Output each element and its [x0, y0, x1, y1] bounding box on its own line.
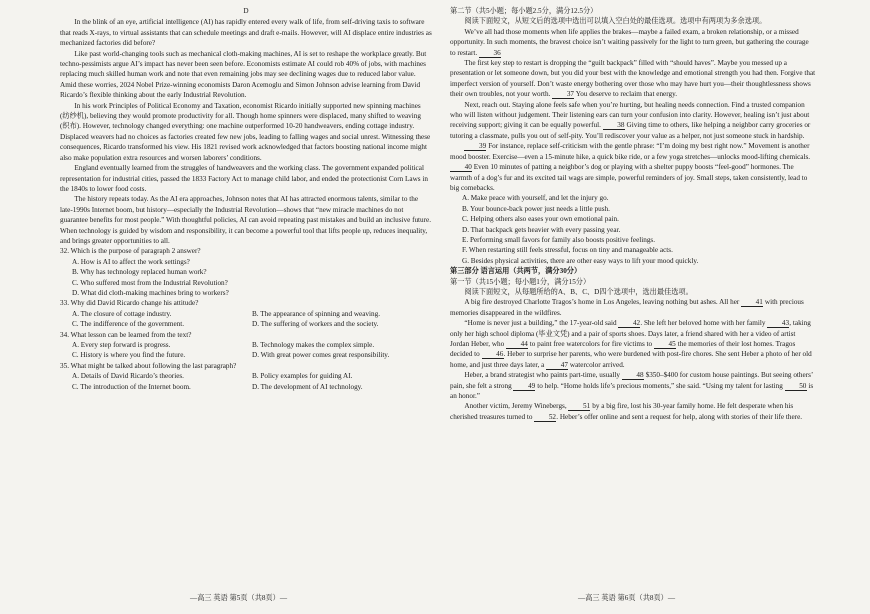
gap-option-a: A. Make peace with yourself, and let the injury go. [462, 194, 609, 203]
option-c: C. The introduction of the Internet boom. [72, 382, 191, 391]
cloze-text: with precious memories disappeared in the wildfires. [450, 298, 804, 317]
question-stem: 33. Why did David Ricardo change his attitude? [60, 299, 199, 308]
question-34 [60, 330, 432, 361]
option-b: B. Policy examples for guiding AI. [252, 372, 353, 381]
blank-37[interactable]: 37 [552, 90, 574, 99]
section-heading: 第二节（共5小题；每小题2.5分，满分12.5分） [450, 7, 598, 15]
passage-letter: D [243, 7, 249, 15]
passage-paragraph-3: In his work Principles of Political Economy and Taxation, economist Ricardo initially supported new spinning machines (纺纱机), believing they would promote productivity for all. Though home spinners were displaced, many shifted to weaving (织布). However, technology changed everything: one machine outperformed 10-20 handweavers, ending cottage industry. Displaced weavers had no choices as factories created few new jobs, leading to falling wages and social unrest. Witnessing these consequences, Ricardo transformed his view. His 1821 revised work acknowledged that factors boosting national income might also make population extra resources and worsen laborers’ conditions. [60, 101, 431, 162]
sec1-heading: 第一节（共15小题；每小题1分，满分15分） [450, 277, 591, 286]
cloze-paragraph-2 [450, 318, 816, 370]
cloze-text: . She left her beloved home with her family [640, 319, 768, 328]
option-c: C. The indifference of the government. [72, 320, 185, 329]
blank-50[interactable]: 50 [785, 382, 807, 391]
cloze-text: watercolor arrived. [568, 360, 625, 369]
option-d: D. With great power comes great responsibility. [252, 351, 390, 360]
cloze-paragraph-3 [450, 370, 816, 401]
blank-41[interactable]: 41 [741, 298, 763, 307]
page-footer-left: —高三 英语 第5页（共8页）— [190, 594, 288, 602]
option-b: B. Technology makes the complex simple. [252, 341, 375, 349]
gap-option-f: F. When restarting still feels stressful, focus on tiny and manageable acts. [462, 246, 673, 255]
option-c: C. History is where you find the future. [72, 351, 186, 360]
option-a: A. Every step forward is progress. [72, 341, 171, 349]
gap-options [450, 193, 816, 266]
option-d: D. What did cloth-making machines bring to workers? [72, 288, 229, 297]
cloze-text: to paint free watercolors for fire victims to [528, 340, 654, 348]
option-a: A. The closure of cottage industry. [72, 309, 172, 318]
cloze-text: by a big fire, lost his 30-year family home. He felt desperate when his cherished treasures turned to [450, 402, 794, 421]
right-page [450, 0, 816, 422]
gap-option-d: D. That backpack gets heavier with every passing year. [462, 225, 621, 234]
blank-39[interactable]: 39 [464, 142, 486, 151]
blank-51[interactable]: 51 [568, 402, 590, 411]
cloze-passage [450, 297, 816, 422]
blank-40[interactable]: 40 [450, 163, 472, 172]
cloze-paragraph-1 [450, 297, 816, 318]
blank-46[interactable]: 46 [482, 350, 504, 359]
option-a: A. Details of David Ricardo’s theories. [72, 372, 184, 381]
gap-paragraph-3: Next, reach out. Staying alone feels safe when you’re hurting, but healing needs connection. Find a trusted companion who will listen without judgement. Their listening ears can turn your confusion into clarity. However, healing isn’t just about receiving support; giving it can be equally powerful. 38 Giving time to others, like helping a neighbor carry groceries or tutoring a classmate, pulls you out of self-pity. You’ll rediscover your value as a helper, not just someone stuck in hardship. [450, 100, 811, 140]
cloze-text: is an honor.” [450, 381, 814, 401]
blank-36[interactable]: 36 [479, 49, 501, 58]
blank-44[interactable]: 44 [506, 340, 528, 349]
question-stem: 34. What lesson can be learned from the text? [60, 330, 192, 339]
blank-42[interactable]: 42 [618, 319, 640, 328]
page-footer-right: —高三 英语 第6页（共8页）— [578, 594, 676, 602]
option-d: D. The suffering of workers and the society. [252, 320, 379, 329]
blank-49[interactable]: 49 [513, 382, 535, 391]
left-page [60, 0, 432, 392]
option-d: D. The development of AI technology. [252, 382, 363, 391]
sec1-instruction: 阅读下面短文，从每题所给的A、B、C、D四个选项中，选出最佳选项。 [464, 287, 693, 296]
blank-43[interactable]: 43 [767, 319, 789, 328]
cloze-text: Heber, a brand strategist who paints part-time, usually [464, 371, 622, 380]
passage-paragraph-4: England eventually learned from the struggles of handweavers and the working class. The government expanded political representation for industrial cities, passed the 1833 Factory Act to manage child labor, and ended the protectionist Corn Laws in the 1840s to lower food costs. [60, 164, 428, 193]
question-stem: 35. What might be talked about following the last paragraph? [60, 361, 237, 370]
gap-option-c: C. Helping others also eases your own emotional pain. [462, 215, 619, 224]
question-35 [60, 361, 432, 392]
cloze-text: $350–$400 for custom house paintings. But seeing others’ pain, she felt a strong [450, 371, 813, 390]
passage-paragraph-2: Like past world-changing tools such as mechanical cloth-making machines, AI is set to reshape the workplace greatly. But techno-pessimists argue AI’s impact has never been seen before. Economists estimate AI could rob 40% of jobs, with machines replacing much skilled human work and note that even remaining jobs may see declining wages due to reduced labor value. Amid these worries, 2024 Nobel Prize-winning economists Daron Acemoglu and Simon Johnson advise learning from David Ricardo’s flexible thinking about the early Industrial Revolution. [60, 49, 427, 100]
option-b: B. Why has technology replaced human work? [72, 268, 207, 277]
cloze-text: Another victim, Jeremy Winebergs, [464, 402, 569, 411]
cloze-text: the memories of their lost homes. Tragos decided to [450, 340, 796, 359]
cloze-text: “Home is never just a building,” the 17-year-old said [464, 319, 619, 328]
section-instruction: 阅读下面短文，从短文后的选项中选出可以填入空白处的最佳选项。选项中有两项为多余选项。 [464, 17, 767, 26]
option-c: C. Who suffered most from the Industrial Revolution? [72, 278, 228, 287]
cloze-text: to help. “Home holds life’s precious moments,” she said. “Using my talent for lasting [535, 381, 785, 390]
option-b: B. The appearance of spinning and weaving. [252, 309, 381, 318]
cloze-text: , taking only her high school diploma (毕业文凭) and a pair of sports shoes. Days later, a friend shared with her a video of artist Jordan Heber, who [450, 319, 811, 348]
gap-paragraph-1: We’ve all had those moments when life applies the brakes—maybe a failed exam, a broken relationship, or a missed opportunity. In such moments, the bravest choice isn’t waiting passively for the light to turn green, but gathering the courage to restart. 36 [450, 27, 809, 57]
cloze-text: A big fire destroyed Charlotte Tragos’s home in Los Angeles, leaving nothing but ashes. All her [464, 298, 742, 307]
question-stem: 32. Which is the purpose of paragraph 2 answer? [60, 247, 201, 256]
part3-heading: 第三部分 语言运用（共两节，满分30分） [450, 267, 582, 276]
option-a: A. How is AI to affect the work settings? [72, 257, 190, 266]
gap-option-b: B. Your bounce-back power just needs a little push. [462, 204, 610, 213]
blank-52[interactable]: 52 [534, 413, 556, 422]
question-32 [60, 246, 432, 298]
question-33 [60, 298, 432, 329]
cloze-paragraph-4 [450, 401, 816, 422]
passage-paragraph-5: The history repeats today. As the AI era approaches, Johnson notes that AI has attracted enormous talents, similar to the late-1990s Internet boom, but history—especially the Industrial Revolution—shows that “new miracle machines do not guarantee benefits for most people.” With thoughtful policies, AI can avoid repeating past mistakes and build an inclusive future. When technology is guided by wisdom and responsibility, it can become a powerful tool that lifts people up, reduces inequality, and brings greater opportunities to all. [60, 195, 432, 245]
gap-paragraph-4: 39 For instance, replace self-criticism with the gentle phrase: “I’m doing my best right now.” Movement is another mood booster. Exercise—even a 15-minute hike, a quick bike ride, or a few yoga stretches—unlocks mood-lifting chemicals. 40 Even 10 minutes of patting a neighbor’s dog or playing with a shelter puppy boosts “feel-good” hormones. The warmth of a dog’s fur and its excited tail wags are simple, powerful reminders of joy. Small steps, taken consistently, lead to big comebacks. [450, 142, 811, 192]
gap-option-e: E. Performing small favors for family also boosts positive feelings. [462, 235, 656, 244]
gap-paragraph-2: The first key step to restart is dropping the “guilt backpack” filled with “should haves”. Maybe you messed up a presentation or let someone down, but you did your best with the knowledge and emotional strength you had then. Forgive that imperfect version of yourself. Don’t waste energy bothering over those who may have hurt you—their thoughtlessness shows their own troubles, not your worth. 37 You deserve to reclaim that energy. [450, 59, 816, 99]
blank-45[interactable]: 45 [654, 340, 676, 349]
blank-47[interactable]: 47 [546, 361, 568, 370]
passage-paragraph-1: In the blink of an eye, artificial intelligence (AI) has rapidly entered every walk of life, from self-driving taxis to software that reads X-rays, to virtual assistants that can schedule meetings and draft e-mails. However, will AI displace entire industries as mechanized factories did before? [60, 18, 432, 48]
blank-48[interactable]: 48 [622, 371, 644, 380]
gap-option-g: G. Besides physical activities, there are other easy ways to lift your mood quickly. [462, 256, 699, 265]
cloze-text: . Heber’s offer online and sent a request for help, along with stories of their life there. [556, 412, 803, 421]
blank-38[interactable]: 38 [603, 121, 625, 130]
cloze-text: . Heber to surprise her parents, who were burdened with post-fire chores. She sent Heber a photo of her old home, and just three days later, a [450, 350, 812, 369]
